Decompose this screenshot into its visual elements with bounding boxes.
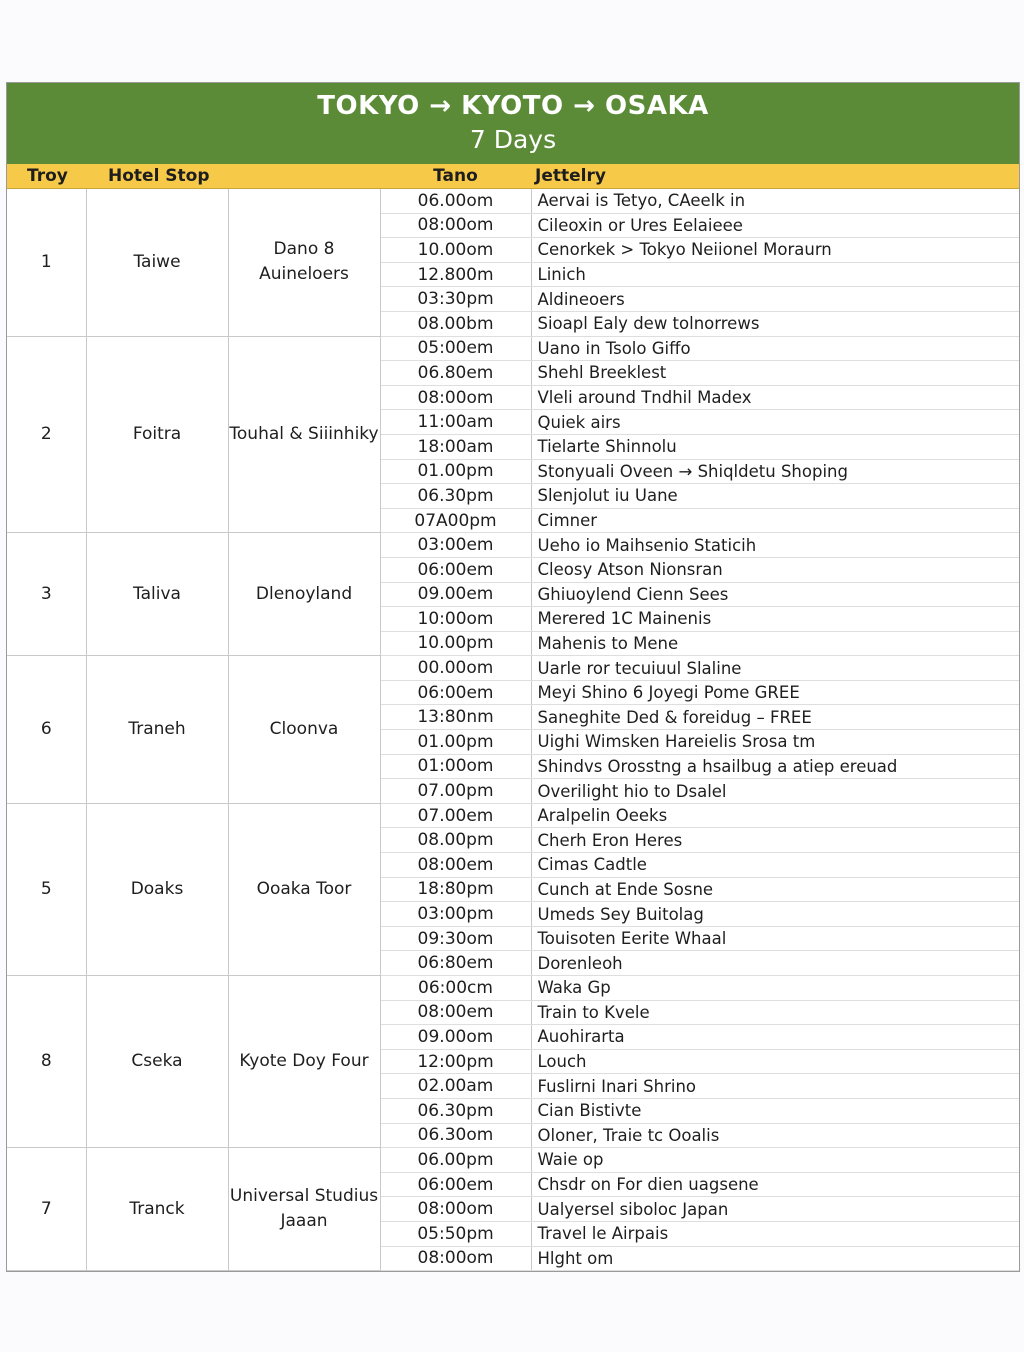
time-cell: 06.30om — [380, 1123, 531, 1148]
activity-cell: Aralpelin Oeeks — [531, 803, 1019, 828]
itinerary-body — [7, 189, 1019, 1271]
activity-cell: Cunch at Ende Sosne — [531, 877, 1019, 902]
hotel-stop: Cseka — [86, 976, 228, 1148]
activity-cell: Cleosy Atson Nionsran — [531, 557, 1019, 582]
activity-cell: Aldineoers — [531, 287, 1019, 312]
activity-cell: Train to Kvele — [531, 1000, 1019, 1025]
time-cell: 08:00om — [380, 1197, 531, 1222]
time-cell: 03:00em — [380, 533, 531, 558]
header-activity: Jettelry — [531, 164, 1019, 189]
activity-cell: Sioapl Ealy dew tolnorrews — [531, 311, 1019, 336]
hotel-stop: Tranck — [86, 1148, 228, 1271]
activity-cell: Aervai is Tetyo, CAeelk in — [531, 189, 1019, 214]
table-row — [7, 533, 1019, 558]
activity-cell: Cimner — [531, 508, 1019, 533]
activity-cell: Umeds Sey Buitolag — [531, 902, 1019, 927]
time-cell: 12:00pm — [380, 1049, 531, 1074]
activity-cell: Travel le Airpais — [531, 1221, 1019, 1246]
header-plan — [228, 164, 380, 189]
time-cell: 03:30pm — [380, 287, 531, 312]
activity-cell: Waie op — [531, 1148, 1019, 1173]
time-cell: 06.30pm — [380, 484, 531, 509]
time-cell: 06.00pm — [380, 1148, 531, 1173]
day-plan: Cloonva — [228, 656, 380, 804]
itinerary-subtitle: 7 Days — [469, 125, 557, 154]
activity-cell: Waka Gp — [531, 976, 1019, 1001]
time-cell: 02.00am — [380, 1074, 531, 1099]
itinerary-sheet — [6, 82, 1020, 1272]
activity-cell: Chsdr on For dien uagsene — [531, 1172, 1019, 1197]
header-hotel: Hotel Stop — [86, 164, 228, 189]
day-number: 6 — [7, 656, 86, 804]
time-cell: 03:00pm — [380, 902, 531, 927]
table-row — [7, 1148, 1019, 1173]
activity-cell: Overilight hio to Dsalel — [531, 779, 1019, 804]
time-cell: 12.800m — [380, 262, 531, 287]
time-cell: 06:00em — [380, 1172, 531, 1197]
day-plan: Dano 8 Auineloers — [228, 189, 380, 337]
activity-cell: Louch — [531, 1049, 1019, 1074]
time-cell: 08.00bm — [380, 311, 531, 336]
activity-cell: Mahenis to Mene — [531, 631, 1019, 656]
time-cell: 05:00em — [380, 336, 531, 361]
activity-cell: Cherh Eron Heres — [531, 828, 1019, 853]
activity-cell: Quiek airs — [531, 410, 1019, 435]
day-plan: Universal Studius Jaaan — [228, 1148, 380, 1271]
time-cell: 18:00am — [380, 434, 531, 459]
time-cell: 01:00om — [380, 754, 531, 779]
day-number: 2 — [7, 336, 86, 533]
time-cell: 06:00em — [380, 557, 531, 582]
activity-cell: Cenorkek > Tokyo Neiionel Moraurn — [531, 238, 1019, 263]
hotel-stop: Taiwe — [86, 189, 228, 337]
time-cell: 06:00cm — [380, 976, 531, 1001]
time-cell: 08.00pm — [380, 828, 531, 853]
time-cell: 09.00em — [380, 582, 531, 607]
activity-cell: Uighi Wimsken Hareielis Srosa tm — [531, 730, 1019, 755]
day-plan: Dlenoyland — [228, 533, 380, 656]
activity-cell: Shindvs Orosstng a hsailbug a atiep ereuad — [531, 754, 1019, 779]
activity-cell: Tielarte Shinnolu — [531, 434, 1019, 459]
time-cell: 18:80pm — [380, 877, 531, 902]
time-cell: 08:00om — [380, 213, 531, 238]
activity-cell: Auohirarta — [531, 1025, 1019, 1050]
activity-cell: Touisoten Eerite Whaal — [531, 926, 1019, 951]
activity-cell: Saneghite Ded & foreidug – FREE — [531, 705, 1019, 730]
time-cell: 07.00pm — [380, 779, 531, 804]
activity-cell: Uano in Tsolo Giffo — [531, 336, 1019, 361]
time-cell: 10:00om — [380, 607, 531, 632]
time-cell: 11:00am — [380, 410, 531, 435]
time-cell: 01.00pm — [380, 730, 531, 755]
time-cell: 06:00em — [380, 680, 531, 705]
hotel-stop: Taliva — [86, 533, 228, 656]
itinerary-title: TOKYO → KYOTO → OSAKA — [317, 91, 709, 121]
time-cell: 08:00om — [380, 1246, 531, 1271]
time-cell: 08:00om — [380, 385, 531, 410]
time-cell: 07.00em — [380, 803, 531, 828]
time-cell: 06:80em — [380, 951, 531, 976]
activity-cell: Ualyersel siboloc Japan — [531, 1197, 1019, 1222]
day-number: 3 — [7, 533, 86, 656]
hotel-stop: Foitra — [86, 336, 228, 533]
time-cell: 13:80nm — [380, 705, 531, 730]
time-cell: 07A00pm — [380, 508, 531, 533]
table-row — [7, 803, 1019, 828]
activity-cell: Vleli around Tndhil Madex — [531, 385, 1019, 410]
title-band — [7, 83, 1019, 164]
activity-cell: Cileoxin or Ures Eelaieee — [531, 213, 1019, 238]
table-row — [7, 336, 1019, 361]
header-row — [7, 164, 1019, 189]
itinerary-table — [7, 164, 1019, 1271]
activity-cell: Meyi Shino 6 Joyegi Pome GREE — [531, 680, 1019, 705]
time-cell: 08:00em — [380, 853, 531, 878]
day-plan: Touhal & Siiinhiky — [228, 336, 380, 533]
day-plan: Kyote Doy Four — [228, 976, 380, 1148]
activity-cell: Hlght om — [531, 1246, 1019, 1271]
time-cell: 00.00om — [380, 656, 531, 681]
day-plan: Ooaka Toor — [228, 803, 380, 975]
day-number: 8 — [7, 976, 86, 1148]
table-row — [7, 656, 1019, 681]
table-row — [7, 976, 1019, 1001]
day-number: 7 — [7, 1148, 86, 1271]
activity-cell: Linich — [531, 262, 1019, 287]
activity-cell: Oloner, Traie tc Ooalis — [531, 1123, 1019, 1148]
activity-cell: Ueho io Maihsenio Staticih — [531, 533, 1019, 558]
activity-cell: Dorenleoh — [531, 951, 1019, 976]
day-number: 1 — [7, 189, 86, 337]
time-cell: 01.00pm — [380, 459, 531, 484]
time-cell: 08:00em — [380, 1000, 531, 1025]
activity-cell: Ghiuoylend Cienn Sees — [531, 582, 1019, 607]
activity-cell: Cimas Cadtle — [531, 853, 1019, 878]
header-time: Tano — [380, 164, 531, 189]
header-day: Troy — [7, 164, 86, 189]
activity-cell: Fuslirni Inari Shrino — [531, 1074, 1019, 1099]
time-cell: 06.00om — [380, 189, 531, 214]
activity-cell: Uarle ror tecuiuul Slaline — [531, 656, 1019, 681]
time-cell: 06.30pm — [380, 1098, 531, 1123]
activity-cell: Shehl Breeklest — [531, 361, 1019, 386]
time-cell: 09.00om — [380, 1025, 531, 1050]
table-row — [7, 189, 1019, 214]
hotel-stop: Doaks — [86, 803, 228, 975]
activity-cell: Cian Bistivte — [531, 1098, 1019, 1123]
time-cell: 09:30om — [380, 926, 531, 951]
time-cell: 06.80em — [380, 361, 531, 386]
hotel-stop: Traneh — [86, 656, 228, 804]
time-cell: 10.00pm — [380, 631, 531, 656]
activity-cell: Merered 1C Mainenis — [531, 607, 1019, 632]
time-cell: 05:50pm — [380, 1221, 531, 1246]
activity-cell: Stonyuali Oveen → Shiqldetu Shoping — [531, 459, 1019, 484]
time-cell: 10.00om — [380, 238, 531, 263]
activity-cell: Slenjolut iu Uane — [531, 484, 1019, 509]
day-number: 5 — [7, 803, 86, 975]
